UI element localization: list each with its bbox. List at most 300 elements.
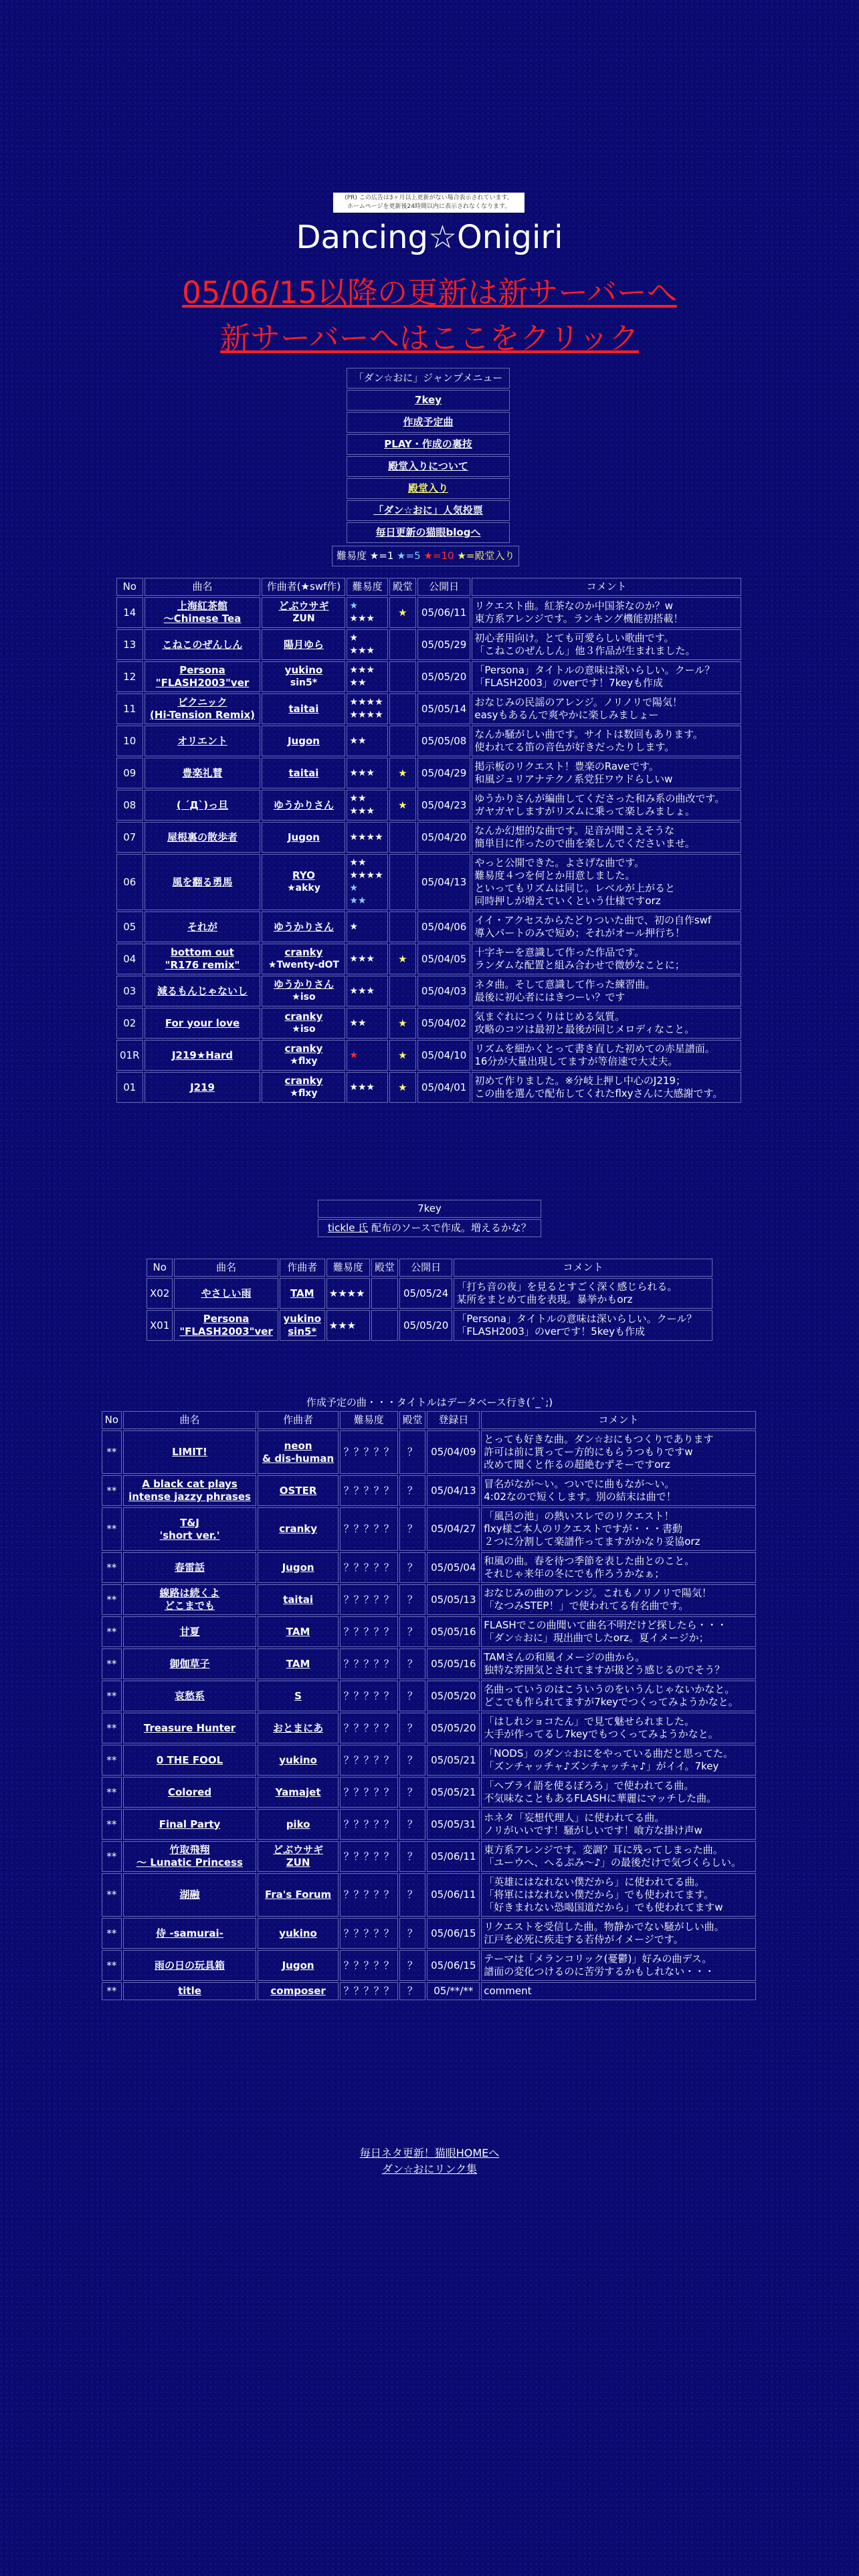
composer-link[interactable]: TAM (286, 1625, 310, 1638)
song-subtitle-link[interactable]: ～ Lunatic Princess (136, 1856, 243, 1868)
difficulty-stars (347, 1040, 387, 1071)
comment-line: 「なつみSTEP！」で使われてる有名曲です。 (484, 1600, 689, 1612)
row-number-text: ** (106, 1927, 117, 1939)
comment-line: 「はしれショコたん」で見て魅せられました。 (484, 1715, 694, 1727)
hall-of-fame (389, 629, 416, 660)
main-header: No (116, 578, 143, 596)
menu-blog[interactable]: 毎日更新の猫眼blogへ (375, 526, 481, 538)
difficulty-line: ★★★ (349, 1081, 375, 1093)
hof-unknown: ？ (407, 1818, 418, 1830)
difficulty-stars (347, 597, 387, 628)
song-subtitle-link[interactable]: どこまでも (165, 1600, 215, 1612)
legend-prefix: 難易度 (337, 550, 367, 562)
comment (481, 1475, 756, 1506)
difficulty-unknown: ？？？？？ (343, 1721, 394, 1734)
comment (472, 944, 741, 974)
song-title-link[interactable]: 線路は続くよ (159, 1587, 220, 1599)
row-number-text: ** (106, 1786, 117, 1798)
song-title (145, 822, 261, 853)
comment-line: 「FLASH2003」のverです！7keyも作成 (474, 677, 663, 689)
row-number (116, 693, 143, 724)
table-row (102, 1918, 756, 1949)
composer-link[interactable]: ゆうかりさん (273, 920, 334, 933)
row-number-text: 01 (123, 1081, 136, 1093)
composer (262, 1040, 345, 1071)
row-number-text: ** (106, 1625, 117, 1638)
row-number (102, 1777, 122, 1808)
composer-link[interactable]: Yamajet (275, 1786, 321, 1798)
comment-line: 譜面の変化つけるのに苦労するかもしれない・・・ (484, 1965, 715, 1977)
seven-key-box (316, 1198, 543, 1239)
release-date-text: 05/05/24 (403, 1287, 449, 1299)
composer-link[interactable]: どぶウサギ (278, 600, 329, 612)
hall-of-fame (399, 1982, 426, 2000)
composer-link[interactable]: cranky (284, 1075, 323, 1087)
comment (481, 1809, 756, 1840)
comment (472, 726, 741, 756)
song-title (145, 693, 261, 724)
row-number (102, 1950, 122, 1981)
song-title (123, 1681, 257, 1711)
song-title-link[interactable]: 上海紅茶館 (177, 600, 228, 612)
comment-line: 「将軍にはなれない僕だから」でも使われてます。 (484, 1889, 714, 1901)
comment-line: 東方系アレンジです。ランキング機能初搭載！ (474, 613, 684, 625)
new-server-link-2[interactable]: 新サーバーへはここをクリック (220, 320, 639, 356)
song-title-link[interactable]: J219★Hard (171, 1049, 233, 1061)
composer-link[interactable]: TAM (290, 1287, 314, 1299)
comment (454, 1310, 712, 1341)
composer-link-2[interactable]: & dis-human (262, 1452, 335, 1465)
row-number (116, 976, 143, 1006)
hof-unknown: ？ (407, 1446, 418, 1458)
release-date-text: 05/05/20 (421, 670, 467, 683)
seven-key-desc: 配布のソースで作成。増えるかな？ (368, 1222, 531, 1234)
song-title-link[interactable]: Colored (167, 1786, 212, 1798)
plan-header: 曲名 (123, 1411, 257, 1429)
ad-notice[interactable] (333, 193, 524, 213)
composer (258, 1873, 338, 1917)
difficulty-unknown: ？？？？？ (343, 1850, 394, 1862)
comment (472, 597, 741, 628)
composer (262, 758, 345, 788)
hof-unknown: ？ (407, 1625, 418, 1638)
song-title-link[interactable]: LIMIT! (172, 1446, 207, 1458)
row-number-text: 09 (123, 766, 136, 779)
link-collection[interactable]: ダン☆おにリンク集 (381, 2163, 478, 2175)
table-row (116, 911, 741, 942)
hall-of-fame (389, 976, 416, 1006)
song-title-link[interactable]: 侍 -samurai- (156, 1927, 223, 1939)
hof-star: ★ (398, 1049, 407, 1061)
menu-vote[interactable]: 「ダン☆おに」人気投票 (373, 504, 483, 516)
composer-link[interactable]: cranky (284, 946, 323, 958)
song-subtitle-link[interactable]: intense jazzy phrases (128, 1491, 251, 1503)
composer-link[interactable]: ゆうかりさん (273, 798, 334, 811)
hall-of-fame (389, 1040, 416, 1071)
tickle-link[interactable]: tickle 氏 (328, 1222, 369, 1234)
difficulty-unknown: ？？？？？ (343, 1484, 394, 1497)
composer-link[interactable]: yukino (279, 1927, 317, 1939)
release-date (417, 790, 470, 821)
difficulty (340, 1475, 398, 1506)
song-title-link[interactable]: 哀愁系 (175, 1689, 205, 1702)
difficulty (340, 1745, 398, 1776)
comment-line: とっても好きな曲。ダン☆おにもつくりであります (484, 1433, 714, 1445)
row-number (102, 1584, 122, 1615)
song-title (145, 1040, 261, 1071)
register-date-text: 05/04/13 (431, 1484, 476, 1497)
table-row (116, 693, 741, 724)
difficulty-stars (347, 854, 387, 910)
composer-link[interactable]: piko (286, 1818, 310, 1830)
release-date (417, 693, 470, 724)
composer-link-2[interactable]: ZUN (286, 1856, 310, 1868)
song-title-link[interactable]: Treasure Hunter (143, 1721, 236, 1734)
hof-unknown: ？ (407, 1850, 418, 1862)
song-title-link[interactable]: Persona (203, 1313, 250, 1325)
swf-author: ★iso (292, 992, 316, 1002)
song-title (123, 1616, 257, 1647)
row-number (102, 1873, 122, 1917)
comment-line: やっと公開できた。よさげな曲です。 (474, 857, 645, 869)
difficulty-unknown: ？？？？？ (343, 1561, 394, 1574)
comment-line: TAMさんの和風イメージの曲から。 (484, 1651, 646, 1663)
composer (258, 1584, 338, 1615)
composer (262, 944, 345, 974)
comment-line: 某所をまとめて曲を表現。暴挙かもorz (456, 1293, 633, 1305)
hall-of-fame (389, 822, 416, 853)
composer (280, 1278, 325, 1309)
song-title (123, 1809, 257, 1840)
difficulty-stars (347, 822, 387, 853)
row-number (102, 1507, 122, 1551)
release-date (417, 661, 470, 692)
composer-link[interactable]: neon (284, 1439, 312, 1452)
difficulty (340, 1918, 398, 1949)
new-server-link-1[interactable]: 05/06/15以降の更新は新サーバーへ (182, 275, 677, 310)
composer-link[interactable]: TAM (286, 1657, 310, 1670)
composer (262, 726, 345, 756)
difficulty-line: ★★★★ (349, 870, 383, 881)
release-date (417, 976, 470, 1006)
row-number (147, 1310, 173, 1341)
register-date (427, 1873, 480, 1917)
table-row (102, 1681, 756, 1711)
seven-header: 公開日 (399, 1259, 452, 1277)
swf-author: ZUN (292, 613, 315, 624)
song-title-link[interactable]: オリエント (177, 734, 227, 747)
hall-of-fame (389, 597, 416, 628)
hall-of-fame (399, 1777, 426, 1808)
swf-author: ★flxy (290, 1088, 318, 1099)
song-title-link[interactable]: 豊楽礼賛 (182, 766, 223, 779)
difficulty-line: ★★ (349, 793, 367, 804)
release-date (417, 726, 470, 756)
composer-link[interactable]: yukino (283, 1313, 322, 1325)
difficulty (340, 1648, 398, 1679)
difficulty (340, 1681, 398, 1711)
comment-line: 「英雄にはなれない僕だから」に使われてる曲。 (484, 1876, 705, 1888)
difficulty (340, 1841, 398, 1872)
hof-unknown: ？ (407, 1959, 418, 1971)
row-number (116, 1040, 143, 1071)
difficulty (340, 1713, 398, 1743)
composer-link[interactable]: taitai (288, 766, 319, 779)
song-title (123, 1950, 257, 1981)
hall-of-fame (371, 1310, 398, 1341)
row-number-text: ** (106, 1889, 117, 1901)
table-row (102, 1713, 756, 1743)
song-title-link[interactable]: T&J (180, 1516, 199, 1529)
composer-link[interactable]: Jugon (282, 1561, 314, 1574)
song-title-link[interactable]: 湖融 (179, 1889, 200, 1901)
composer-link[interactable]: taitai (283, 1593, 314, 1606)
composer (258, 1681, 338, 1711)
hall-of-fame (389, 758, 416, 788)
hof-star: ★ (398, 798, 407, 811)
song-title-link[interactable]: Persona (179, 664, 225, 676)
difficulty-stars (347, 790, 387, 821)
menu-tips[interactable]: PLAY・作成の裏技 (384, 438, 472, 450)
row-number (102, 1430, 122, 1474)
hall-of-fame (399, 1745, 426, 1776)
planned-title: 作成予定の曲・・・タイトルはデータベース行き(´_`;) (306, 1396, 553, 1408)
difficulty-line: ★ (349, 601, 358, 611)
song-subtitle-link[interactable]: "FLASH2003"ver (155, 677, 250, 689)
song-subtitle-link[interactable]: 'short ver.' (159, 1529, 220, 1541)
song-title-link[interactable]: title (178, 1985, 201, 1997)
comment (472, 976, 741, 1006)
song-subtitle-link[interactable]: "FLASH2003"ver (179, 1325, 273, 1337)
song-title-link[interactable]: 雨の日の玩具箱 (155, 1959, 225, 1971)
planned-table (100, 1410, 757, 2002)
main-header: 公開日 (417, 578, 470, 596)
difficulty-line: ★★ (349, 857, 367, 868)
song-title-link[interactable]: 甘夏 (179, 1625, 200, 1638)
difficulty-unknown: ？？？？？ (343, 1786, 394, 1798)
row-number (147, 1278, 173, 1309)
composer (258, 1809, 338, 1840)
comment (481, 1681, 756, 1711)
song-title-link[interactable]: それが (187, 920, 218, 933)
difficulty-stars (347, 1072, 387, 1103)
seven-header: 作曲者 (280, 1259, 325, 1277)
composer-link[interactable]: おとまにあ (273, 1721, 324, 1734)
hall-of-fame (389, 790, 416, 821)
register-date-text: 05/06/11 (431, 1850, 476, 1862)
hall-of-fame (399, 1475, 426, 1506)
song-title (123, 1982, 257, 2000)
comment-line: flxy様ご本人のリクエストですが・・・書動 (484, 1523, 682, 1535)
row-number (116, 726, 143, 756)
hall-of-fame (389, 1008, 416, 1039)
comment-line: ゆうかりさんが編曲してくださった和み系の曲改です。 (474, 792, 725, 804)
comment (481, 1841, 756, 1872)
difficulty-line: ★★★ (328, 1319, 357, 1331)
row-number-text: ** (106, 1721, 117, 1734)
song-subtitle-link[interactable]: "R176 remix" (165, 959, 240, 971)
hof-unknown: ？ (407, 1889, 418, 1901)
hof-star: ★ (398, 1016, 407, 1029)
composer-link[interactable]: cranky (279, 1523, 317, 1535)
hof-unknown: ？ (407, 1753, 418, 1766)
release-date (417, 597, 470, 628)
composer-link[interactable]: S (294, 1689, 302, 1702)
difficulty-line: ★★★ (349, 665, 375, 675)
release-date-text: 05/06/11 (421, 606, 467, 619)
song-title-link[interactable]: For your love (165, 1016, 240, 1029)
register-date-text: 05/05/20 (431, 1689, 476, 1702)
composer-link[interactable]: 陽月ゆら (283, 638, 324, 651)
row-number-text: ** (106, 1523, 117, 1535)
row-number-text: ** (106, 1689, 117, 1702)
song-subtitle-link[interactable]: ～Chinese Tea (163, 613, 242, 625)
song-title-link[interactable]: やさしい雨 (201, 1287, 252, 1299)
composer (258, 1950, 338, 1981)
song-title-link[interactable]: A black cat plays (142, 1478, 237, 1490)
release-date (417, 1072, 470, 1103)
comment-line: 「FLASH2003」のverです！5keyも作成 (456, 1325, 645, 1337)
composer (262, 790, 345, 821)
legend-hof: ★=殿堂入り (457, 550, 515, 562)
difficulty (340, 1873, 398, 1917)
release-date (417, 911, 470, 942)
new-server-notice[interactable] (0, 274, 859, 312)
hall-of-fame (389, 1072, 416, 1103)
difficulty-stars (347, 661, 387, 692)
menu-7key[interactable]: 7key (415, 394, 442, 406)
comment (481, 1950, 756, 1981)
song-title-link[interactable]: 風を翻る勇馬 (172, 875, 233, 888)
jump-menu-header: 「ダン☆おに」ジャンプメニュー (347, 368, 510, 389)
composer-link[interactable]: Jugon (287, 831, 320, 843)
table-row (102, 1777, 756, 1808)
comment-line: 「打ち音の夜」を見るとすごく深く感じられる。 (456, 1281, 678, 1293)
release-date-text: 05/04/29 (421, 766, 467, 779)
seven-header: 難易度 (326, 1259, 370, 1277)
hof-unknown: ？ (407, 1484, 418, 1497)
song-title (174, 1278, 278, 1309)
register-date (427, 1777, 480, 1808)
table-row (147, 1310, 712, 1341)
hall-of-fame (389, 854, 416, 910)
legend-ten: ★=10 (423, 550, 454, 562)
difficulty-unknown: ？？？？？ (343, 1593, 394, 1606)
comment-line: テーマは「メランコリック(憂鬱)」好みの曲デス。 (484, 1953, 712, 1965)
song-title-link[interactable]: 春雷話 (175, 1561, 205, 1574)
release-date (417, 854, 470, 910)
register-date (427, 1616, 480, 1647)
hall-of-fame (399, 1841, 426, 1872)
table-row (116, 758, 741, 788)
register-date (427, 1681, 480, 1711)
song-title-link[interactable]: 減るもんじゃないし (157, 984, 248, 997)
comment-line: easyもあるんで爽やかに楽しみましょー (474, 709, 659, 721)
song-table (115, 576, 743, 1104)
release-date (417, 1008, 470, 1039)
release-date (399, 1278, 452, 1309)
composer-link[interactable]: ゆうかりさん (273, 978, 334, 990)
composer (262, 597, 345, 628)
composer-link[interactable]: Jugon (282, 1959, 314, 1971)
table-row (102, 1430, 756, 1474)
row-number-text: ** (106, 1753, 117, 1766)
song-subtitle-link[interactable]: (Hi-Tension Remix) (150, 709, 255, 721)
comment-line: FLASHでこの曲聞いて曲名不明だけど探したら・・・ (484, 1619, 727, 1631)
comment-line: 16分が大量出現してますが等倍速で大丈夫。 (474, 1055, 678, 1067)
table-row (102, 1616, 756, 1647)
row-number-text: 02 (123, 1016, 136, 1029)
song-title-link[interactable]: 0 THE FOOL (156, 1753, 223, 1766)
composer-link[interactable]: cranky (284, 1010, 323, 1023)
difficulty (340, 1809, 398, 1840)
comment-line: 使われてる笛の音色が好きだったりします。 (474, 741, 675, 753)
composer-link[interactable]: Fra's Forum (264, 1889, 332, 1901)
table-row (102, 1507, 756, 1551)
row-number-text: 13 (123, 638, 136, 651)
composer-link[interactable]: yukino (284, 664, 323, 676)
row-number (116, 1072, 143, 1103)
comment (454, 1278, 712, 1309)
register-date (427, 1475, 480, 1506)
song-title (145, 661, 261, 692)
composer (262, 1008, 345, 1039)
table-row (102, 1745, 756, 1776)
difficulty-line: ★★ (349, 735, 367, 746)
hall-of-fame (399, 1552, 426, 1583)
difficulty-line: ★★★ (349, 806, 375, 817)
composer-link[interactable]: taitai (288, 702, 319, 715)
song-title-link[interactable]: J219 (190, 1081, 215, 1093)
menu-planned[interactable]: 作成予定曲 (403, 416, 454, 428)
composer-link-2[interactable]: sin5* (288, 1325, 317, 1337)
song-title-link[interactable]: ピクニック (177, 696, 227, 708)
song-title (145, 726, 261, 756)
new-server-click[interactable] (0, 320, 859, 357)
song-title-link[interactable]: 竹取飛翔 (169, 1844, 210, 1856)
song-title (123, 1873, 257, 1917)
composer-link[interactable]: OSTER (279, 1484, 317, 1497)
composer-link[interactable]: RYO (292, 869, 315, 881)
composer-link[interactable]: Jugon (287, 734, 320, 747)
menu-hof-about[interactable]: 殿堂入りについて (388, 460, 468, 472)
release-date-text: 05/04/01 (421, 1081, 467, 1093)
hof-unknown: ？ (407, 1657, 418, 1670)
song-title-link[interactable]: 屋根裏の散歩者 (167, 831, 238, 843)
song-title-link[interactable]: Final Party (159, 1818, 221, 1830)
song-title-link[interactable]: 御伽草子 (169, 1657, 210, 1670)
row-number (102, 1982, 122, 2000)
composer-link[interactable]: composer (270, 1985, 326, 1997)
song-title-link[interactable]: bottom out (171, 946, 234, 958)
song-title-link[interactable]: ( ´Д`)っ旦 (176, 798, 229, 811)
composer-link[interactable]: どぶウサギ (273, 1844, 324, 1856)
hall-of-fame (399, 1918, 426, 1949)
home-link[interactable]: 毎日ネタ更新！猫眼HOMEへ (359, 2147, 500, 2159)
menu-hof[interactable]: 殿堂入り (407, 482, 448, 494)
song-title (123, 1713, 257, 1743)
comment-line: この曲を選んで配布してくれたflxyさんに大感謝です。 (474, 1087, 723, 1099)
composer (258, 1430, 338, 1474)
composer-link[interactable]: yukino (279, 1753, 317, 1766)
row-number (116, 1008, 143, 1039)
song-title (174, 1310, 278, 1341)
difficulty-line: ★★★★ (349, 710, 383, 720)
song-title-link[interactable]: こねこのぜんしん (162, 638, 243, 651)
comment-line: おなじみの民謡のアレンジ。ノリノリで陽気！ (474, 696, 682, 708)
composer-link[interactable]: cranky (284, 1043, 323, 1055)
song-title (145, 629, 261, 660)
